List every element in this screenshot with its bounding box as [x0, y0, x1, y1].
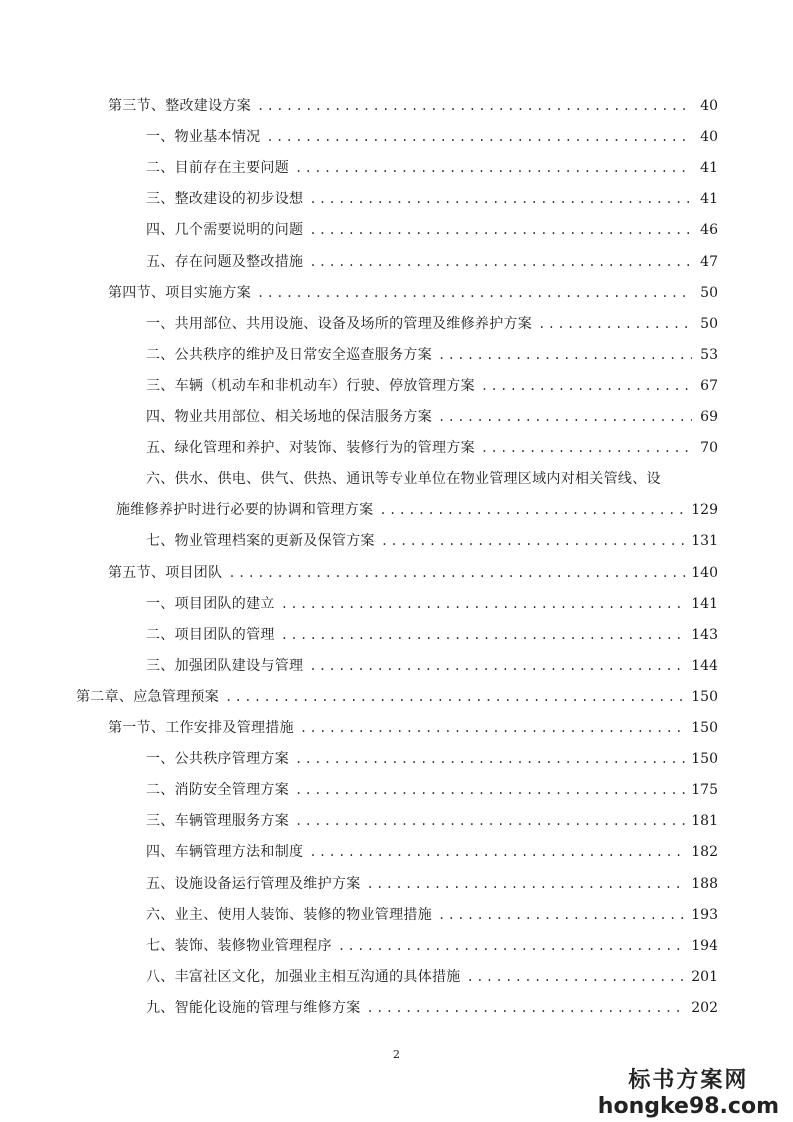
toc-entry-page: 41 [700, 191, 718, 208]
toc-entry-title: 一、项目团队的建立 [146, 595, 275, 612]
toc-entry-page: 202 [691, 999, 718, 1016]
toc-entry-page: 40 [700, 129, 718, 146]
toc-entry-title: 五、设施设备运行管理及维护方案 [146, 875, 361, 892]
toc-entry-page: 47 [700, 253, 718, 270]
watermark-logo [598, 1068, 779, 1120]
toc-entry-page: 182 [691, 844, 718, 861]
toc-dot-leader [538, 315, 692, 333]
toc-entry-title: 三、车辆（机动车和非机动车）行驶、停放管理方案 [146, 377, 475, 394]
toc-dot-leader [379, 501, 687, 519]
toc-dot-leader [381, 532, 687, 550]
toc-dot-leader [295, 159, 692, 177]
toc-dot-leader [295, 750, 687, 768]
toc-entry-title: 六、业主、使用人装饰、装修的物业管理措施 [146, 906, 432, 923]
toc-dot-leader [481, 377, 692, 395]
toc-dot-leader [266, 128, 692, 146]
toc-entry-page: 143 [691, 626, 718, 643]
toc-entry-page: 46 [700, 222, 718, 239]
toc-entry-title: 五、存在问题及整改措施 [146, 253, 304, 270]
toc-dot-leader [481, 439, 692, 457]
toc-entry [146, 657, 718, 675]
toc-entry [108, 564, 718, 582]
toc-entry-page: 150 [691, 720, 718, 736]
toc-entry [146, 781, 718, 799]
toc-entry-title: 五、绿化管理和养护、对装饰、装修行为的管理方案 [146, 440, 475, 457]
toc-dot-leader [309, 253, 692, 271]
toc-entry [76, 688, 718, 706]
toc-entry [146, 875, 718, 893]
toc-entry [146, 812, 718, 830]
toc-entry-page: 50 [700, 315, 718, 332]
toc-entry-title: 第四节、项目实施方案 [108, 284, 251, 301]
toc-entry [116, 501, 718, 519]
toc-entry-title: 九、智能化设施的管理与维修方案 [146, 999, 361, 1016]
toc-dot-leader [438, 408, 692, 426]
toc-entry-title: 三、整改建设的初步设想 [146, 191, 304, 208]
toc-entry-page: 150 [691, 688, 718, 705]
toc-entry-title: 二、项目团队的管理 [146, 626, 275, 643]
toc-dot-leader [467, 968, 688, 986]
toc-entry-page: 144 [691, 657, 718, 674]
toc-entry-title: 施维修养护时进行必要的协调和管理方案 [116, 502, 374, 519]
toc-entry-title: 六、供水、供电、供气、供热、通讯等专业单位在物业管理区域内对相关管线、设 [146, 471, 661, 488]
toc-dot-leader [295, 812, 687, 830]
toc-entry-page: 193 [691, 906, 718, 923]
toc-entry-title: 第二章、应急管理预案 [76, 688, 219, 705]
toc-entry-title: 一、共用部位、共用设施、设备及场所的管理及维修养护方案 [146, 315, 533, 332]
toc-entry-title: 一、公共秩序管理方案 [146, 751, 289, 768]
toc-entry-title: 四、物业共用部位、相关场地的保洁服务方案 [146, 409, 432, 425]
toc-entry-page: 201 [691, 968, 718, 985]
toc-entry [146, 190, 718, 208]
toc-dot-leader [367, 875, 688, 893]
toc-entry-page: 140 [691, 564, 718, 581]
toc-dot-leader [257, 97, 692, 115]
toc-dot-leader [228, 564, 687, 582]
toc-entry-title: 二、消防安全管理方案 [146, 782, 289, 799]
toc-dot-leader [338, 937, 687, 955]
toc-dot-leader [225, 688, 687, 706]
toc-entry-title: 一、物业基本情况 [146, 129, 261, 146]
toc-entry-page: 41 [700, 160, 718, 177]
toc-entry [146, 221, 718, 239]
toc-entry-page: 40 [700, 98, 718, 114]
toc-dot-leader [309, 221, 692, 239]
toc-dot-leader [309, 843, 687, 861]
toc-entry-page: 69 [700, 409, 718, 425]
toc-entry-page: 67 [700, 377, 718, 394]
toc-entry-title: 三、加强团队建设与管理 [146, 657, 304, 674]
toc-entry-page: 150 [691, 751, 718, 768]
toc-entry [146, 346, 718, 364]
toc-entry-title: 第五节、项目团队 [108, 564, 223, 581]
toc-entry-title: 第三节、整改建设方案 [108, 98, 251, 114]
toc-entry [146, 377, 718, 395]
toc-dot-leader [367, 999, 688, 1017]
toc-entry [146, 159, 718, 177]
toc-dot-leader [309, 657, 687, 675]
toc-entry [146, 937, 718, 955]
toc-entry-page: 131 [691, 533, 718, 550]
toc-entry [146, 906, 718, 924]
toc-entry [146, 626, 718, 644]
toc-entry-page: 175 [691, 782, 718, 799]
toc-dot-leader [257, 284, 692, 302]
toc-entry [108, 284, 718, 302]
toc-entry [108, 97, 718, 115]
toc-entry-title: 八、丰富社区文化，加强业主相互沟通的具体措施 [146, 968, 461, 985]
toc-entry-page: 194 [691, 937, 718, 954]
toc-entry-title: 七、物业管理档案的更新及保管方案 [146, 533, 375, 550]
toc-entry-page: 141 [691, 595, 718, 612]
watermark-url: hongke98.com [597, 1094, 779, 1119]
page-number: 2 [393, 1048, 400, 1061]
toc-entry-page: 50 [700, 284, 718, 301]
toc-dot-leader [281, 626, 688, 644]
toc-entry [146, 532, 718, 550]
toc-entry [146, 750, 718, 768]
toc-entry-page: 129 [691, 502, 718, 519]
toc-entry [146, 470, 718, 488]
toc-entry-title: 七、装饰、装修物业管理程序 [146, 937, 332, 954]
toc-dot-leader [438, 906, 687, 924]
toc-entry [146, 843, 718, 861]
toc-entry [146, 968, 718, 986]
toc-entry-title: 三、车辆管理服务方案 [146, 813, 289, 830]
toc-dot-leader [309, 190, 692, 208]
toc-entry-page: 188 [691, 875, 718, 892]
toc-dot-leader [300, 719, 687, 737]
toc-entry-title: 第一节、工作安排及管理措施 [108, 720, 294, 736]
toc-entry-title: 二、目前存在主要问题 [146, 160, 289, 177]
toc-dot-leader [295, 781, 687, 799]
toc-entry-page: 53 [700, 346, 718, 363]
toc-entry [146, 253, 718, 271]
toc-entry [146, 128, 718, 146]
toc-entry [146, 315, 718, 333]
toc-entry-title: 四、车辆管理方法和制度 [146, 844, 304, 861]
toc-entry-title: 四、几个需要说明的问题 [146, 222, 304, 239]
toc-entry-title: 二、公共秩序的维护及日常安全巡查服务方案 [146, 346, 432, 363]
toc-entry [146, 595, 718, 613]
toc-entry-page: 70 [700, 440, 718, 457]
toc-dot-leader [281, 595, 688, 613]
toc-entry [108, 719, 718, 737]
toc-dot-leader [438, 346, 692, 364]
watermark-chinese: 标书方案网 [628, 1068, 749, 1093]
toc-entry [146, 439, 718, 457]
toc-entry [146, 999, 718, 1017]
toc-entry [146, 408, 718, 426]
toc-entry-page: 181 [691, 813, 718, 830]
